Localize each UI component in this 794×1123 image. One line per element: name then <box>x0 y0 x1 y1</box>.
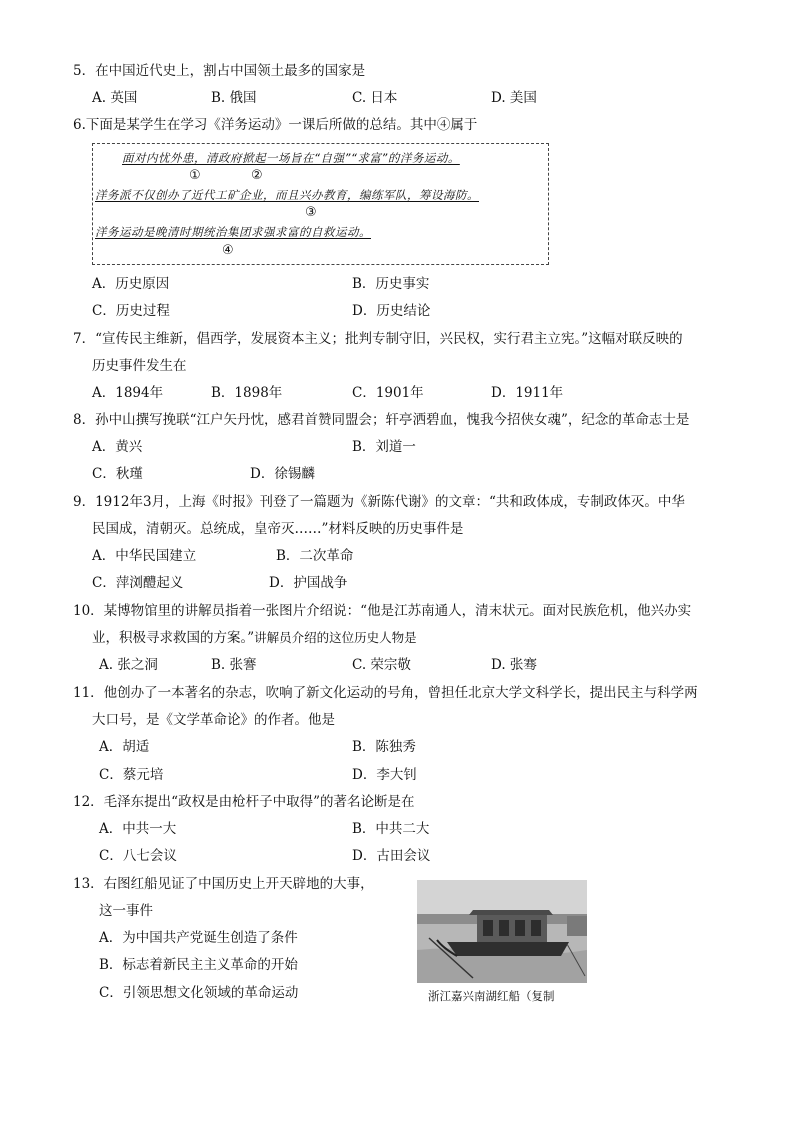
q8-stem: 8．孙中山撰写挽联“江户矢丹忱，感君首赞同盟会；轩亭洒碧血，愧我今招侠女魂”，纪念的革命志士是 <box>73 412 690 428</box>
q5-option-c: C. 日本 <box>352 90 398 106</box>
q6-option-a: A．历史原因 <box>92 276 170 292</box>
q7-option-b: B．1898年 <box>211 385 283 401</box>
q11-option-d: D．李大钊 <box>352 767 417 783</box>
q10-stem-1: 10．某博物馆里的讲解员指着一张图片介绍说：“他是江苏南通人，清末状元。面对民族危机，他兴办实 <box>73 603 692 619</box>
q12-option-d: D．古田会议 <box>352 848 431 864</box>
q10-option-c: C. 荣宗敬 <box>352 657 411 673</box>
q12-stem: 12．毛泽东提出“政权是由枪杆子中取得”的著名论断是在 <box>73 794 415 810</box>
q5-stem: 5．在中国近代史上，割占中国领土最多的国家是 <box>73 63 366 79</box>
q5-option-a: A. 英国 <box>92 90 138 106</box>
q11-option-b: B．陈独秀 <box>352 739 416 755</box>
q13-stem-1: 13．右图红船见证了中国历史上开天辟地的大事， <box>73 876 374 892</box>
q6-box-line-3: 洋务运动是晚清时期统治集团求强求富的自救运动。 <box>95 225 371 239</box>
q13-stem-2: 这一事件 <box>99 903 153 919</box>
q7-option-d: D．1911年 <box>491 385 564 401</box>
photo-caption: 浙江嘉兴南湖红船（复制 <box>428 989 555 1003</box>
q7-option-a: A．1894年 <box>92 385 164 401</box>
red-boat-photo <box>417 880 587 983</box>
q6-mark-2: ② <box>251 168 263 183</box>
q10-option-b: B. 张謇 <box>211 657 257 673</box>
q10-stem-2b: 讲解员介绍的这位历史人物是 <box>254 630 417 645</box>
q9-stem-1: 9．1912年3月，上海《时报》刊登了一篇题为《新陈代谢》的文章：“共和政体成，专制政体灭。中华 <box>73 494 685 510</box>
red-boat-illustration <box>417 880 587 983</box>
q13-option-b: B．标志着新民主主义革命的开始 <box>99 957 298 973</box>
q9-stem-2: 民国成，清朝灭。总统成，皇帝灭……”材料反映的历史事件是 <box>92 521 464 537</box>
q6-mark-1: ① <box>189 168 201 183</box>
q10-option-d: D. 张骞 <box>491 657 537 673</box>
q8-option-d: D．徐锡麟 <box>250 466 315 482</box>
q9-option-a: A．中华民国建立 <box>92 548 197 564</box>
q11-stem-1: 11．他创办了一本著名的杂志，吹响了新文化运动的号角，曾担任北京大学文科学长，提出民主与科学两 <box>73 685 698 701</box>
q6-mark-3: ③ <box>305 205 317 220</box>
q12-option-a: A．中共一大 <box>99 821 177 837</box>
q6-option-c: C．历史过程 <box>92 303 170 319</box>
q9-option-b: B．二次革命 <box>276 548 354 564</box>
q6-option-b: B．历史事实 <box>352 276 430 292</box>
q10-stem-2a: 业，积极寻求救国的方案。” <box>92 630 255 646</box>
q13-option-c: C．引领思想文化领域的革命运动 <box>99 985 299 1001</box>
q6-stem: 6.下面是某学生在学习《洋务运动》一课后所做的总结。其中④属于 <box>73 117 478 133</box>
q9-option-d: D．护国战争 <box>269 575 348 591</box>
q10-stem-2 <box>92 629 417 647</box>
q12-option-c: C．八七会议 <box>99 848 177 864</box>
q8-option-b: B．刘道一 <box>352 439 416 455</box>
q6-box-line-2: 洋务派不仅创办了近代工矿企业，而且兴办教育，编练军队，筹设海防。 <box>95 188 479 202</box>
q6-option-d: D．历史结论 <box>352 303 431 319</box>
q7-stem-1: 7．“宣传民主维新，倡西学，发展资本主义；批判专制守旧，兴民权，实行君主立宪。”这幅对联反映的 <box>73 331 683 347</box>
q8-option-c: C．秋瑾 <box>92 466 143 482</box>
q9-option-c: C．萍浏醴起义 <box>92 575 184 591</box>
q7-option-c: C．1901年 <box>352 385 424 401</box>
q5-option-b: B. 俄国 <box>211 90 257 106</box>
q10-option-a: A. 张之洞 <box>99 657 158 673</box>
q5-option-d: D. 美国 <box>491 90 537 106</box>
q8-option-a: A．黄兴 <box>92 439 143 455</box>
q6-mark-4: ④ <box>222 243 234 258</box>
q7-stem-2: 历史事件发生在 <box>92 358 187 374</box>
q6-box-line-1: 面对内忧外患，清政府掀起一场旨在“自强”“求富”的洋务运动。 <box>122 151 460 165</box>
q12-option-b: B．中共二大 <box>352 821 430 837</box>
q11-stem-2: 大口号，是《文学革命论》的作者。他是 <box>92 712 335 728</box>
q11-option-a: A．胡适 <box>99 739 150 755</box>
q11-option-c: C．蔡元培 <box>99 767 164 783</box>
q13-option-a: A．为中国共产党诞生创造了条件 <box>99 930 298 946</box>
